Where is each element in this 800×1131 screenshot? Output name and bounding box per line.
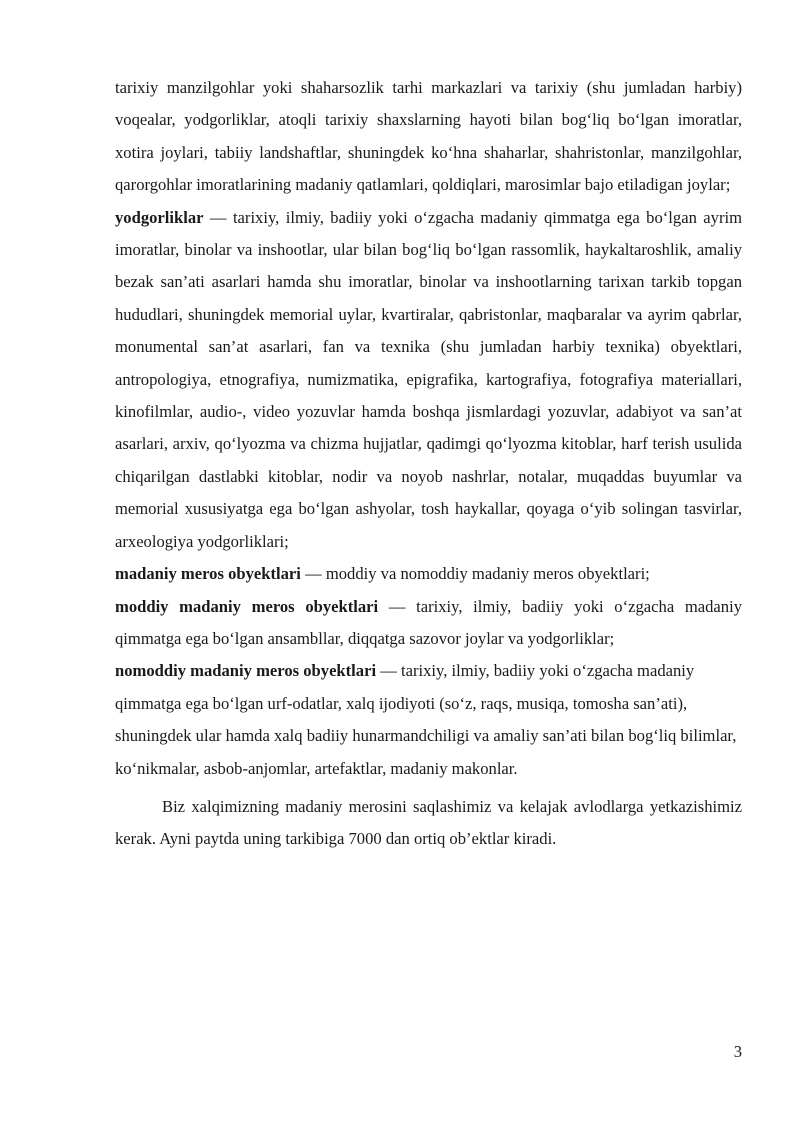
definition-term: madaniy meros obyektlari [115,564,301,584]
page-number: 3 [733,1042,742,1061]
paragraph-text: Biz xalqimizning madaniy merosini saqlashimiz va kelajak avlodlarga yetkazishimiz kerak. Ayni paytda uning tarkibiga 7000 dan ortiq ob’ektlar kiradi. [115,796,742,849]
definition-term: yodgorliklar [115,207,204,227]
page-body [115,72,742,856]
definition-term: moddiy madaniy meros obyektlari [115,596,379,616]
definition-cultural-heritage-objects [115,558,742,590]
paragraph-historic-places [115,72,742,202]
definition-text: — moddiy va nomoddiy madaniy meros obyektlari; [300,564,650,584]
definition-text: — tarixiy, ilmiy, badiiy yoki o‘zgacha madaniy qimmatga ega bo‘lgan urf-odatlar, xalq ijodiyoti (so‘z, raqs, musiqa, tomosha san’ati), shuningdek ular hamda xalq badiiy hunarmandchiligi va amaliy san’ati bilan bog‘liq bilimlar, ko‘nikmalar, asbob-anjomlar, artefaktlar, madaniy makonlar. [115,661,737,778]
definition-text: — tarixiy, ilmiy, badiiy yoki o‘zgacha madaniy qimmatga ega bo‘lgan ayrim imoratlar, binolar va inshootlar, ular bilan bog‘liq bo‘lgan rassomlik, haykaltaroshlik, amaliy bezak san’ati asarlari hamda shu imoratlar, binolar va inshootlarning tarixan tarkib topgan hududlari, shuningdek memorial uylar, kvartiralar, qabristonlar, maqbaralar va ayrim qabrlar, monumental san’at asarlari, fan va texnika (shu jumladan harbiy texnika) obyektlari, antropologiya, etnografiya, numizmatika, epigrafika, kartografiya, fotografiya materiallari, kinofilmlar, audio-, video yozuvlar hamda boshqa jismlardagi yozuvlar, adabiyot va san’at asarlari, arxiv, qo‘lyozma va chizma hujjatlar, qadimgi qo‘lyozma kitoblar, harf terish usulida chiqarilgan dastlabki kitoblar, nodir va noyob nashrlar, notalar, muqaddas buyumlar va memorial xususiyatga ega bo‘lgan ashyolar, tosh haykallar, qoyaga o‘yib solingan tasvirlar, arxeologiya yodgorliklari; [115,207,742,551]
definition-term: nomoddiy madaniy meros obyektlari [115,661,377,681]
definition-intangible-heritage [115,655,742,785]
definition-tangible-heritage [115,591,742,656]
definition-monuments [115,202,742,558]
paragraph-text: tarixiy manzilgohlar yoki shaharsozlik tarhi markazlari va tarixiy (shu jumladan harbiy) voqealar, yodgorliklar, atoqli tarixiy shaxslarning hayoti bilan bog‘liq bo‘lgan imoratlar, xotira joylari, tabiiy landshaftlar, shuningdek ko‘hna shaharlar, shahristonlar, manzilgohlar, qarorgohlar imoratlarining madaniy qatlamlari, qoldiqlari, marosimlar bajo etiladigan joylar; [115,78,742,195]
definition-text: — tarixiy, ilmiy, badiiy yoki o‘zgacha madaniy qimmatga ega bo‘lgan ansambllar, diqqatga sazovor joylar va yodgorliklar; [115,596,743,648]
paragraph-preservation [115,791,742,856]
